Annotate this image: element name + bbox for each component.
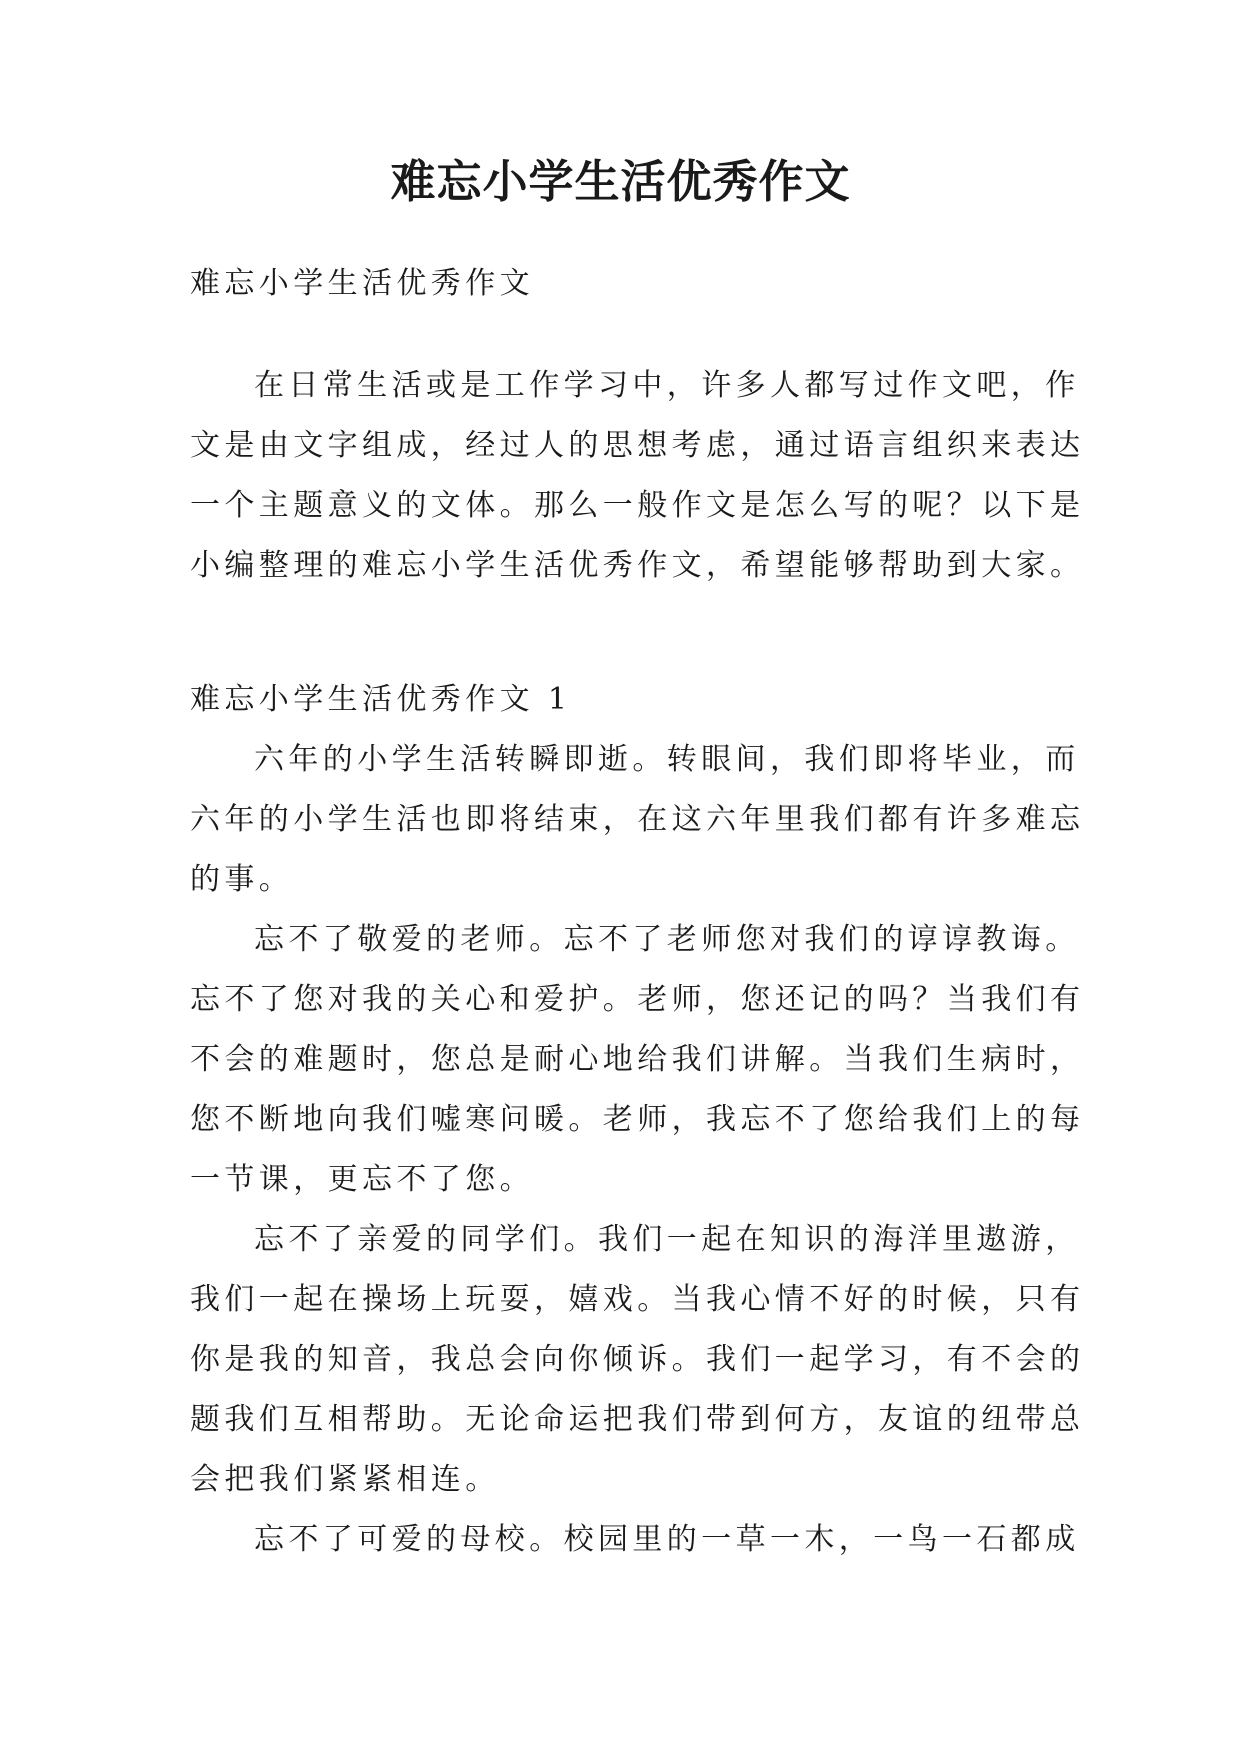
- paragraph-line: 会把我们紧紧相连。: [190, 1462, 500, 1497]
- paragraph-line: 六年的小学生活也即将结束，在这六年里我们都有许多难忘: [190, 802, 1085, 837]
- paragraph-line: 小编整理的难忘小学生活优秀作文，希望能够帮助到大家。: [190, 548, 1085, 583]
- document-subtitle: [190, 254, 1060, 314]
- document-title: 难忘小学生活优秀作文: [390, 155, 851, 208]
- paragraph-line: 忘不了可爱的母校。校园里的一草一木，一鸟一石都成: [254, 1522, 1080, 1557]
- paragraph-line: 文是由文字组成，经过人的思想考虑，通过语言组织来表达: [190, 428, 1085, 463]
- paragraph-line: 一节课，更忘不了您。: [190, 1162, 534, 1197]
- intro-paragraph: [190, 356, 1085, 596]
- paragraph-line: 你是我的知音，我总会向你倾诉。我们一起学习，有不会的: [190, 1342, 1085, 1377]
- paragraph-line: 忘不了您对我的关心和爱护。老师，您还记的吗？当我们有: [190, 982, 1085, 1017]
- paragraph-line: 一个主题意义的文体。那么一般作文是怎么写的呢？以下是: [190, 488, 1085, 523]
- paragraph-line: 题我们互相帮助。无论命运把我们带到何方，友谊的纽带总: [190, 1402, 1085, 1437]
- paragraph-line: 六年的小学生活转瞬即逝。转眼间，我们即将毕业，而: [254, 742, 1080, 777]
- paragraph-line: 您不断地向我们嘘寒问暖。老师，我忘不了您给我们上的每: [190, 1102, 1085, 1137]
- paragraph-line: 的事。: [190, 862, 294, 897]
- section-heading: [190, 670, 1060, 730]
- paragraph-line: 不会的难题时，您总是耐心地给我们讲解。当我们生病时，: [190, 1042, 1085, 1077]
- subtitle-line: 难忘小学生活优秀作文: [190, 266, 534, 301]
- paragraph-line: 忘不了敬爱的老师。忘不了老师您对我们的谆谆教诲。: [254, 922, 1080, 957]
- essay-body: [190, 730, 1085, 1570]
- paragraph-line: 我们一起在操场上玩耍，嬉戏。当我心情不好的时候，只有: [190, 1282, 1085, 1317]
- section-heading-line: 难忘小学生活优秀作文 1: [190, 682, 572, 717]
- paragraph-line: 忘不了亲爱的同学们。我们一起在知识的海洋里遨游，: [254, 1222, 1080, 1257]
- paragraph-line: 在日常生活或是工作学习中，许多人都写过作文吧，作: [254, 368, 1080, 403]
